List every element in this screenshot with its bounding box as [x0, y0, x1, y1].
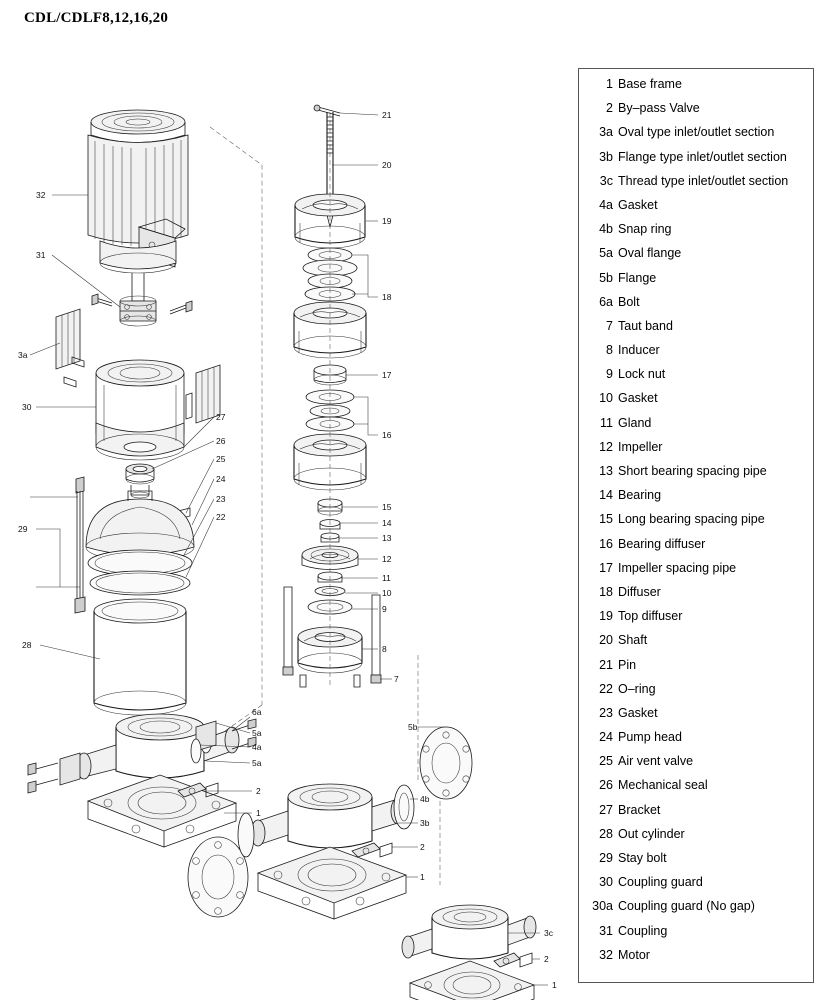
legend-label: Snap ring [618, 222, 672, 237]
parts-legend [578, 68, 814, 983]
part-coupling-31 [92, 294, 192, 326]
legend-label: Gasket [618, 197, 658, 212]
callout-2-left: 2 [256, 786, 261, 796]
legend-label: Short bearing spacing pipe [618, 464, 767, 478]
legend-label: Out cylinder [618, 826, 685, 841]
legend-item [583, 512, 809, 536]
legend-number: 30a [592, 899, 613, 914]
callout-1-right: 1 [552, 980, 557, 990]
legend-item [583, 851, 809, 875]
legend-number: 6a [599, 294, 613, 309]
callout-16: 16 [382, 430, 392, 440]
legend-label: Bracket [618, 802, 661, 817]
legend-item [583, 682, 809, 706]
legend-label: Impeller [618, 439, 663, 454]
legend-number: 26 [599, 778, 613, 793]
part-out-cylinder-28 [94, 599, 186, 715]
legend-number: 14 [599, 488, 613, 503]
legend-item [583, 633, 809, 657]
callout-18: 18 [382, 292, 392, 302]
callout-12: 12 [382, 554, 392, 564]
legend-number: 9 [606, 367, 613, 382]
legend-item [583, 924, 809, 948]
legend-item [583, 101, 809, 125]
callout-1-left: 1 [256, 808, 261, 818]
callout-1-mid: 1 [420, 872, 425, 882]
callout-5a-top: 5a [252, 728, 262, 738]
legend-label: O–ring [618, 681, 656, 696]
part-thread-inlet-outlet-3c [402, 905, 536, 1000]
callout-3b: 3b [420, 818, 430, 828]
legend-item [583, 174, 809, 198]
legend-number: 3a [599, 125, 613, 140]
legend-label: Lock nut [618, 367, 666, 382]
legend-number: 10 [599, 391, 613, 406]
legend-label: Motor [618, 947, 650, 962]
legend-number: 25 [599, 754, 613, 769]
callout-2-mid: 2 [420, 842, 425, 852]
legend-item [583, 537, 809, 561]
legend-item [583, 295, 809, 319]
legend-label: Thread type inlet/outlet section [618, 173, 789, 188]
callout-7: 7 [394, 674, 399, 684]
legend-label: Shaft [618, 633, 648, 648]
callout-4a: 4a [252, 742, 262, 752]
legend-label: Inducer [618, 343, 660, 358]
legend-number: 32 [599, 947, 613, 962]
legend-number: 8 [606, 343, 613, 358]
legend-item [583, 803, 809, 827]
callout-32: 32 [36, 190, 46, 200]
legend-item [583, 706, 809, 730]
legend-item [583, 585, 809, 609]
callout-31: 31 [36, 250, 46, 260]
callout-6a: 6a [252, 707, 262, 717]
callout-17: 17 [382, 370, 392, 380]
legend-label: Mechanical seal [618, 778, 708, 793]
legend-label: Coupling [618, 923, 668, 938]
part-o-ring-22 [90, 571, 190, 595]
part-oval-inlet-outlet-3a [28, 714, 256, 847]
callout-9: 9 [382, 604, 387, 614]
callout-19: 19 [382, 216, 392, 226]
callout-27: 27 [216, 412, 226, 422]
legend-item [583, 367, 809, 391]
legend-item [583, 658, 809, 682]
legend-item [583, 561, 809, 585]
legend-label: Gasket [618, 705, 658, 720]
part-mechanical-seal-26 [126, 464, 154, 498]
legend-item [583, 754, 809, 778]
legend-number: 29 [599, 851, 613, 865]
legend-number: 20 [599, 633, 613, 648]
callout-24: 24 [216, 474, 226, 484]
part-bracket-27 [96, 360, 192, 460]
legend-item [583, 416, 809, 440]
exploded-view-diagram [0, 55, 578, 1000]
legend-label: Coupling guard [618, 875, 703, 890]
legend-item [583, 391, 809, 415]
callout-3a: 3a [18, 350, 28, 360]
part-stay-bolt-29 [75, 477, 85, 613]
legend-item [583, 198, 809, 222]
legend-number: 3c [599, 173, 613, 188]
legend-number: 3b [599, 149, 613, 164]
legend-number: 4b [599, 222, 613, 237]
legend-item [583, 875, 809, 899]
callout-5b: 5b [408, 722, 418, 732]
callout-10: 10 [382, 588, 392, 598]
legend-number: 13 [599, 464, 613, 478]
legend-item [583, 899, 809, 923]
legend-number: 12 [599, 439, 613, 454]
legend-number: 30 [599, 875, 613, 890]
legend-number: 22 [599, 681, 613, 696]
legend-number: 7 [606, 318, 613, 333]
legend-item [583, 77, 809, 101]
callout-25: 25 [216, 454, 226, 464]
part-motor-32 [88, 110, 188, 301]
legend-number: 18 [599, 584, 613, 599]
legend-item [583, 222, 809, 246]
callout-30: 30 [22, 402, 32, 412]
legend-number: 24 [599, 730, 613, 745]
legend-label: Pump head [618, 730, 682, 745]
legend-item [583, 730, 809, 754]
legend-item [583, 464, 809, 488]
legend-number: 27 [599, 802, 613, 817]
legend-number: 23 [599, 705, 613, 720]
callout-13: 13 [382, 533, 392, 543]
legend-label: Oval flange [618, 246, 682, 261]
legend-item [583, 319, 809, 343]
legend-label: Top diffuser [618, 609, 683, 624]
callout-4b: 4b [420, 794, 430, 804]
legend-item [583, 343, 809, 367]
legend-number: 21 [599, 657, 613, 672]
legend-number: 2 [606, 101, 613, 116]
legend-number: 31 [599, 923, 613, 938]
legend-label: Impeller spacing pipe [618, 560, 737, 575]
legend-item [583, 827, 809, 851]
legend-number: 19 [599, 609, 613, 624]
callout-5a-bot: 5a [252, 758, 262, 768]
legend-label: Gasket [618, 391, 658, 406]
legend-number: 15 [599, 512, 613, 527]
legend-item [583, 125, 809, 149]
callout-2-right: 2 [544, 954, 549, 964]
callout-15: 15 [382, 502, 392, 512]
page-title: CDL/CDLF8,12,16,20 [24, 10, 169, 26]
legend-item [583, 271, 809, 295]
legend-label: Flange [618, 270, 657, 285]
legend-label: Gland [618, 415, 652, 430]
legend-number: 16 [599, 536, 613, 551]
legend-item [583, 778, 809, 802]
legend-label: Diffuser [618, 584, 661, 599]
callout-20: 20 [382, 160, 392, 170]
legend-number: 11 [600, 415, 613, 430]
legend-label: Stay bolt [618, 851, 667, 865]
legend-label: Pin [618, 657, 637, 672]
legend-label: Bolt [618, 294, 640, 309]
callout-29: 29 [18, 524, 28, 534]
legend-item [583, 609, 809, 633]
legend-label: By–pass Valve [618, 101, 700, 116]
legend-number: 4a [599, 197, 613, 212]
legend-label: Coupling guard (No gap) [618, 899, 755, 914]
callout-28: 28 [22, 640, 32, 650]
part-impeller-12 [302, 546, 358, 570]
legend-number: 1 [606, 77, 613, 91]
callout-3c: 3c [544, 928, 553, 938]
legend-label: Flange type inlet/outlet section [618, 149, 787, 164]
legend-item [583, 488, 809, 512]
callout-21: 21 [382, 110, 392, 120]
legend-number: 5b [599, 270, 613, 285]
legend-label: Bearing diffuser [618, 536, 706, 551]
legend-number: 17 [599, 560, 613, 575]
legend-item [583, 246, 809, 270]
legend-label: Taut band [618, 318, 673, 333]
legend-label: Long bearing spacing pipe [618, 512, 765, 527]
callout-23: 23 [216, 494, 226, 504]
legend-label: Air vent valve [618, 754, 694, 769]
legend-number: 28 [599, 826, 613, 841]
legend-item [583, 150, 809, 174]
legend-label: Base frame [618, 77, 682, 91]
callout-14: 14 [382, 518, 392, 528]
legend-label: Bearing [618, 488, 662, 503]
callout-8: 8 [382, 644, 387, 654]
callout-22: 22 [216, 512, 226, 522]
legend-number: 5a [599, 246, 613, 261]
legend-item [583, 440, 809, 464]
callout-26: 26 [216, 436, 226, 446]
legend-item [583, 948, 809, 972]
callout-11: 11 [382, 573, 391, 583]
legend-label: Oval type inlet/outlet section [618, 125, 775, 140]
